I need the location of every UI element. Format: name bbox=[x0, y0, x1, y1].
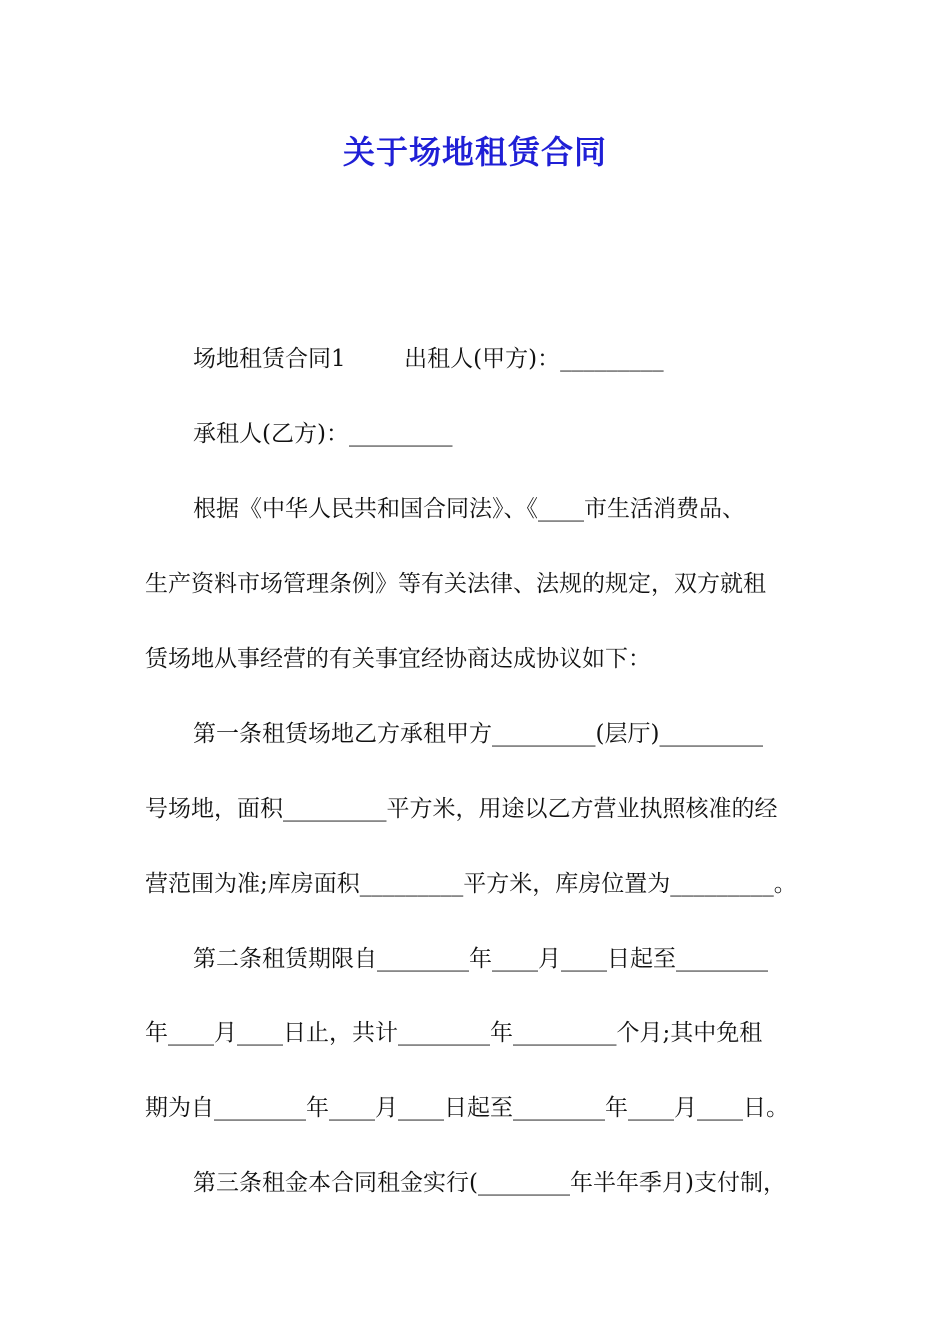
document-title: 关于场地租赁合同 bbox=[342, 133, 607, 171]
paragraph-line: 号场地，面积_________平方米，用途以乙方营业执照核准的经 bbox=[145, 796, 778, 822]
paragraph-line: 场地租赁合同1 出租人(甲方)：_________ bbox=[193, 346, 664, 372]
paragraph-line: 第一条租赁场地乙方承租甲方_________(层厅)_________ bbox=[193, 721, 763, 747]
paragraph-line: 年____月____日止，共计________年_________个月;其中免租 bbox=[145, 1020, 763, 1046]
paragraph-line: 赁场地从事经营的有关事宜经协商达成协议如下： bbox=[145, 646, 651, 672]
paragraph-line: 营范围为准;库房面积_________平方米，库房位置为_________。 bbox=[145, 871, 797, 897]
paragraph-line: 生产资料市场管理条例》等有关法律、法规的规定，双方就租 bbox=[145, 571, 766, 597]
paragraph-line: 第二条租赁期限自________年____月____日起至________ bbox=[193, 946, 768, 972]
paragraph-line: 期为自________年____月____日起至________年____月____日。 bbox=[145, 1095, 789, 1121]
paragraph-line: 第三条租金本合同租金实行(________年半年季月)支付制， bbox=[193, 1170, 786, 1196]
paragraph-line: 根据《中华人民共和国合同法》、《____市生活消费品、 bbox=[193, 496, 745, 522]
paragraph-line: 承租人(乙方)：_________ bbox=[193, 421, 453, 447]
